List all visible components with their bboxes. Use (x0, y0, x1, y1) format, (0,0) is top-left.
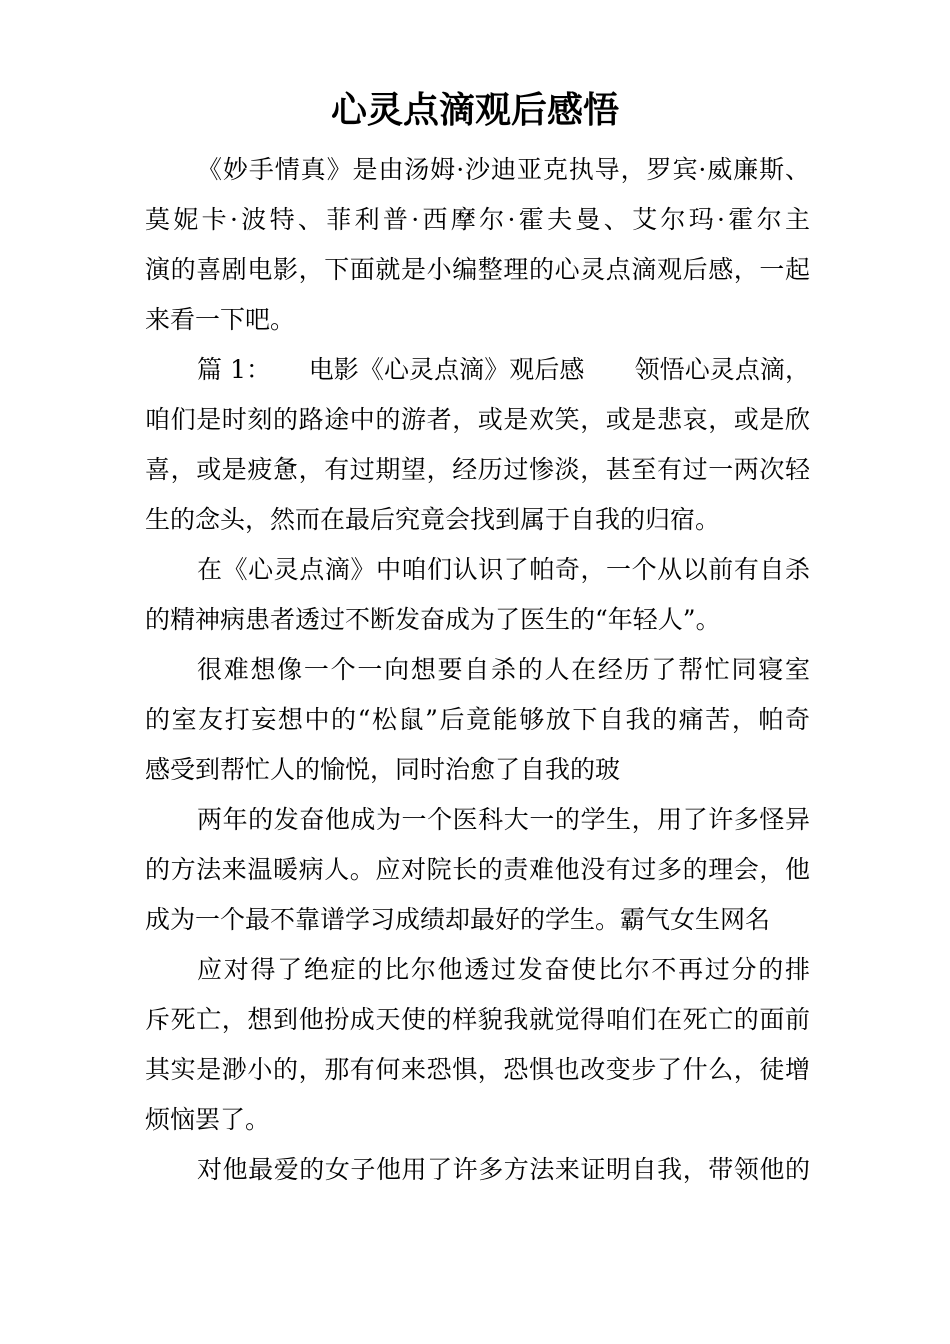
text-line: 在《心灵点滴》中咱们认识了帕奇，一个从以前有自杀 (197, 555, 810, 584)
paragraph-intro (145, 145, 810, 345)
text-line: 烦恼罢了。 (145, 1105, 271, 1134)
text-line: 《妙手情真》是由汤姆·沙迪亚克执导，罗宾·威廉斯、 (197, 155, 810, 184)
text-line: 演的喜剧电影，下面就是小编整理的心灵点滴观后感，一起 (145, 255, 810, 284)
document-title: 心灵点滴观后感悟 (330, 89, 619, 131)
paragraph-bill (145, 945, 810, 1145)
text-line: 咱们是时刻的路途中的游者，或是欢笑，或是悲哀，或是欣 (145, 405, 810, 434)
document-body (145, 145, 810, 1195)
text-line: 其实是渺小的，那有何来恐惧，恐惧也改变步了什么，徒增 (145, 1055, 810, 1084)
text-line: 的室友打妄想中的“松鼠”后竟能够放下自我的痛苦，帕奇 (145, 705, 810, 734)
text-line: 对他最爱的女子他用了许多方法来证明自我，带领他的 (197, 1155, 810, 1184)
text-line: 两年的发奋他成为一个医科大一的学生，用了许多怪异 (197, 805, 810, 834)
text-line: 的精神病患者透过不断发奋成为了医生的“年轻人”。 (145, 605, 721, 634)
text-line: 斥死亡，想到他扮成天使的样貌我就觉得咱们在死亡的面前 (145, 1005, 810, 1034)
text-line: 生的念头，然而在最后究竟会找到属于自我的归宿。 (145, 505, 721, 534)
text-line: 成为一个最不靠谱学习成绩却最好的学生。霸气女生网名 (145, 905, 771, 934)
text-line: 莫妮卡·波特、菲利普·西摩尔·霍夫曼、艾尔玛·霍尔主 (145, 205, 810, 234)
text-line: 喜，或是疲惫，有过期望，经历过惨淡，甚至有过一两次轻 (145, 455, 810, 484)
text-line: 来看一下吧。 (145, 305, 296, 334)
paragraph-patch (145, 545, 810, 645)
paragraph-love (145, 1145, 810, 1195)
paragraph-roommate (145, 645, 810, 795)
text-line: 应对得了绝症的比尔他透过发奋使比尔不再过分的排 (197, 955, 810, 984)
text-line: 很难想像一个一向想要自杀的人在经历了帮忙同寝室 (197, 655, 810, 684)
text-line: 的方法来温暖病人。应对院长的责难他没有过多的理会，他 (145, 855, 810, 884)
paragraph-medical-school (145, 795, 810, 945)
paragraph-chapter-1 (145, 345, 810, 545)
text-line: 篇 1： 电影《心灵点滴》观后感 领悟心灵点滴， (197, 355, 810, 384)
text-line: 感受到帮忙人的愉悦，同时治愈了自我的玻 (145, 755, 621, 784)
